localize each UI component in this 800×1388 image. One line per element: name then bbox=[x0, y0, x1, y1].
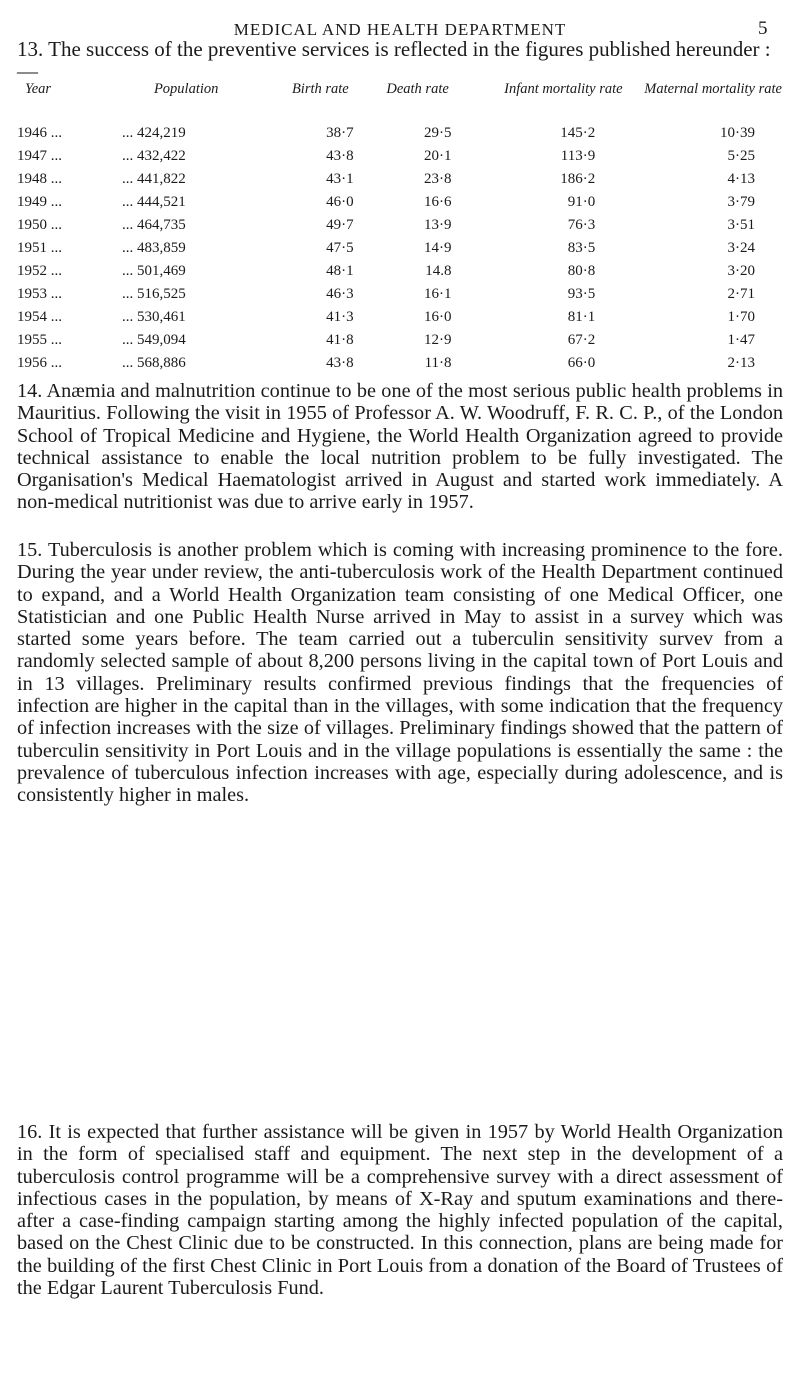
cell-infant-mortality: 81·1 bbox=[567, 309, 596, 325]
cell-year: 1954 ... bbox=[17, 309, 62, 325]
cell-birth-rate: 43·8 bbox=[326, 355, 354, 371]
cell-birth-rate: 46·3 bbox=[326, 286, 354, 302]
cell-year: 1951 ... bbox=[17, 240, 62, 256]
cell-year: 1946 ... bbox=[17, 125, 62, 141]
cell-year: 1955 ... bbox=[17, 332, 62, 348]
cell-infant-mortality: 67·2 bbox=[567, 332, 596, 348]
statistics-table bbox=[17, 82, 783, 375]
cell-population: ... 483,859 bbox=[121, 240, 186, 256]
cell-infant-mortality: 91·0 bbox=[567, 194, 596, 210]
cell-year: 1949 ... bbox=[17, 194, 62, 210]
cell-maternal-mortality: 3·51 bbox=[727, 217, 755, 233]
page-number: 5 bbox=[758, 18, 768, 39]
cell-birth-rate: 46·0 bbox=[326, 194, 354, 210]
running-head: MEDICAL AND HEALTH DEPARTMENT bbox=[233, 20, 567, 39]
table-row bbox=[17, 260, 783, 283]
cell-year: 1947 ... bbox=[17, 148, 62, 164]
cell-birth-rate: 49·7 bbox=[326, 217, 354, 233]
paragraph-15: 15. Tuberculosis is another problem which is coming with increasing prominence to the fore. During the year under review, the anti-tuberculosis work of the Health Department continued to expand, and a World Health Organization team consisting of one Medical Officer, one Statistician and one Public Health Nurse arrived in May to assist in a survey which was started some years before. The team carried out a tuberculin sensitivity survev from a randomly selected sample of about 8,200 persons living in the capital town of Port Louis and in 13 villages. Preliminary results confirmed previous findings that the frequencies of infection are higher in the capital than in the villages, with some indication that the frequency of infection increases with the size of villages. Preliminary findings showed that the pattern of tuberculin sensitivity in Port Louis and in the village populations is essentially the same : the prevalence of tuberculous infection increases with age, especially during adolescence, and is consistently higher in males. bbox=[17, 539, 783, 807]
cell-population: ... 441,822 bbox=[121, 171, 186, 187]
cell-death-rate: 11·8 bbox=[424, 355, 452, 371]
table-body bbox=[17, 122, 783, 375]
header-birth-rate: Birth rate bbox=[291, 81, 349, 97]
cell-death-rate: 23·8 bbox=[424, 171, 452, 187]
cell-death-rate: 20·1 bbox=[424, 148, 452, 164]
cell-birth-rate: 41·8 bbox=[326, 332, 354, 348]
cell-birth-rate: 47·5 bbox=[326, 240, 354, 256]
table-row bbox=[17, 352, 783, 375]
table-row bbox=[17, 122, 783, 145]
cell-year: 1953 ... bbox=[17, 286, 62, 302]
cell-population: ... 549,094 bbox=[121, 332, 186, 348]
cell-birth-rate: 38·7 bbox=[326, 125, 354, 141]
header-infant-mortality: Infant mortality rate bbox=[504, 81, 623, 97]
cell-death-rate: 16·1 bbox=[424, 286, 452, 302]
table-row bbox=[17, 145, 783, 168]
cell-death-rate: 29·5 bbox=[424, 125, 452, 141]
cell-death-rate: 13·9 bbox=[424, 217, 452, 233]
cell-infant-mortality: 93·5 bbox=[567, 286, 596, 302]
cell-population: ... 568,886 bbox=[121, 355, 186, 371]
paragraph-16: 16. It is expected that further assistance will be given in 1957 by World Health Organization in the form of specialised staff and equipment. The next step in the development of a tuberculosis control programme will be a comprehensive survey with a direct assessment of infectious cases in the population, by means of X-Ray and sputum examinations and there-after a case-finding campaign starting among the highly infected population of the capital, based on the Chest Clinic due to be constructed. In this connection, plans are being made for the building of the first Chest Clinic in Port Louis from a donation of the Board of Trustees of the Edgar Laurent Tuberculosis Fund. bbox=[17, 1121, 783, 1300]
header-maternal-mortality: Maternal mortality rate bbox=[644, 81, 782, 97]
cell-infant-mortality: 83·5 bbox=[567, 240, 596, 256]
cell-maternal-mortality: 1·47 bbox=[727, 332, 755, 348]
cell-maternal-mortality: 10·39 bbox=[720, 125, 755, 141]
cell-birth-rate: 43·8 bbox=[326, 148, 354, 164]
cell-death-rate: 14.8 bbox=[425, 263, 452, 279]
cell-maternal-mortality: 3·20 bbox=[727, 263, 755, 279]
cell-maternal-mortality: 2·71 bbox=[727, 286, 755, 302]
cell-birth-rate: 48·1 bbox=[326, 263, 354, 279]
cell-year: 1956 ... bbox=[17, 355, 62, 371]
table-row bbox=[17, 329, 783, 352]
cell-year: 1950 ... bbox=[17, 217, 62, 233]
paragraph-14: 14. Anæmia and malnutrition continue to be one of the most serious public health problems in Mauritius. Following the visit in 1955 of Professor A. W. Woodruff, F. R. C. P., of the London School of Tropical Medicine and Hygiene, the World Health Organization agreed to provide technical assistance to enable the local nutrition problem to be fully investigated. The Organisation's Medical Haematologist arrived in August and started work immediately. A non-medical nutritionist was due to arrive early in 1957. bbox=[17, 380, 783, 514]
cell-death-rate: 12·9 bbox=[424, 332, 452, 348]
cell-maternal-mortality: 1·70 bbox=[727, 309, 755, 325]
table-row bbox=[17, 214, 783, 237]
table-row bbox=[17, 306, 783, 329]
header-year: Year bbox=[25, 81, 52, 97]
cell-death-rate: 14·9 bbox=[424, 240, 452, 256]
cell-infant-mortality: 145·2 bbox=[560, 125, 596, 141]
cell-death-rate: 16·0 bbox=[424, 309, 452, 325]
cell-maternal-mortality: 4·13 bbox=[727, 171, 755, 187]
cell-maternal-mortality: 5·25 bbox=[727, 148, 755, 164]
cell-population: ... 424,219 bbox=[121, 125, 186, 141]
cell-population: ... 464,735 bbox=[121, 217, 186, 233]
table-row bbox=[17, 237, 783, 260]
table-row bbox=[17, 191, 783, 214]
cell-population: ... 501,469 bbox=[121, 263, 186, 279]
cell-infant-mortality: 80·8 bbox=[567, 263, 596, 279]
cell-population: ... 530,461 bbox=[121, 309, 186, 325]
cell-death-rate: 16·6 bbox=[424, 194, 452, 210]
cell-infant-mortality: 66·0 bbox=[567, 355, 596, 371]
header-death-rate: Death rate bbox=[386, 81, 449, 97]
cell-population: ... 516,525 bbox=[121, 286, 186, 302]
cell-infant-mortality: 186·2 bbox=[560, 171, 596, 187]
cell-maternal-mortality: 3·79 bbox=[727, 194, 755, 210]
cell-population: ... 444,521 bbox=[121, 194, 186, 210]
table-row bbox=[17, 283, 783, 306]
cell-birth-rate: 41·3 bbox=[326, 309, 354, 325]
cell-maternal-mortality: 2·13 bbox=[727, 355, 755, 371]
cell-birth-rate: 43·1 bbox=[326, 171, 354, 187]
cell-year: 1952 ... bbox=[17, 263, 62, 279]
cell-maternal-mortality: 3·24 bbox=[727, 240, 755, 256]
table-row bbox=[17, 168, 783, 191]
header-population: Population bbox=[153, 81, 219, 97]
cell-infant-mortality: 113·9 bbox=[560, 148, 596, 164]
paragraph-13: 13. The success of the preventive services is reflected in the figures published hereunder :— bbox=[17, 37, 771, 83]
cell-year: 1948 ... bbox=[17, 171, 62, 187]
cell-infant-mortality: 76·3 bbox=[567, 217, 596, 233]
cell-population: ... 432,422 bbox=[121, 148, 186, 164]
table-header-row bbox=[17, 82, 783, 122]
